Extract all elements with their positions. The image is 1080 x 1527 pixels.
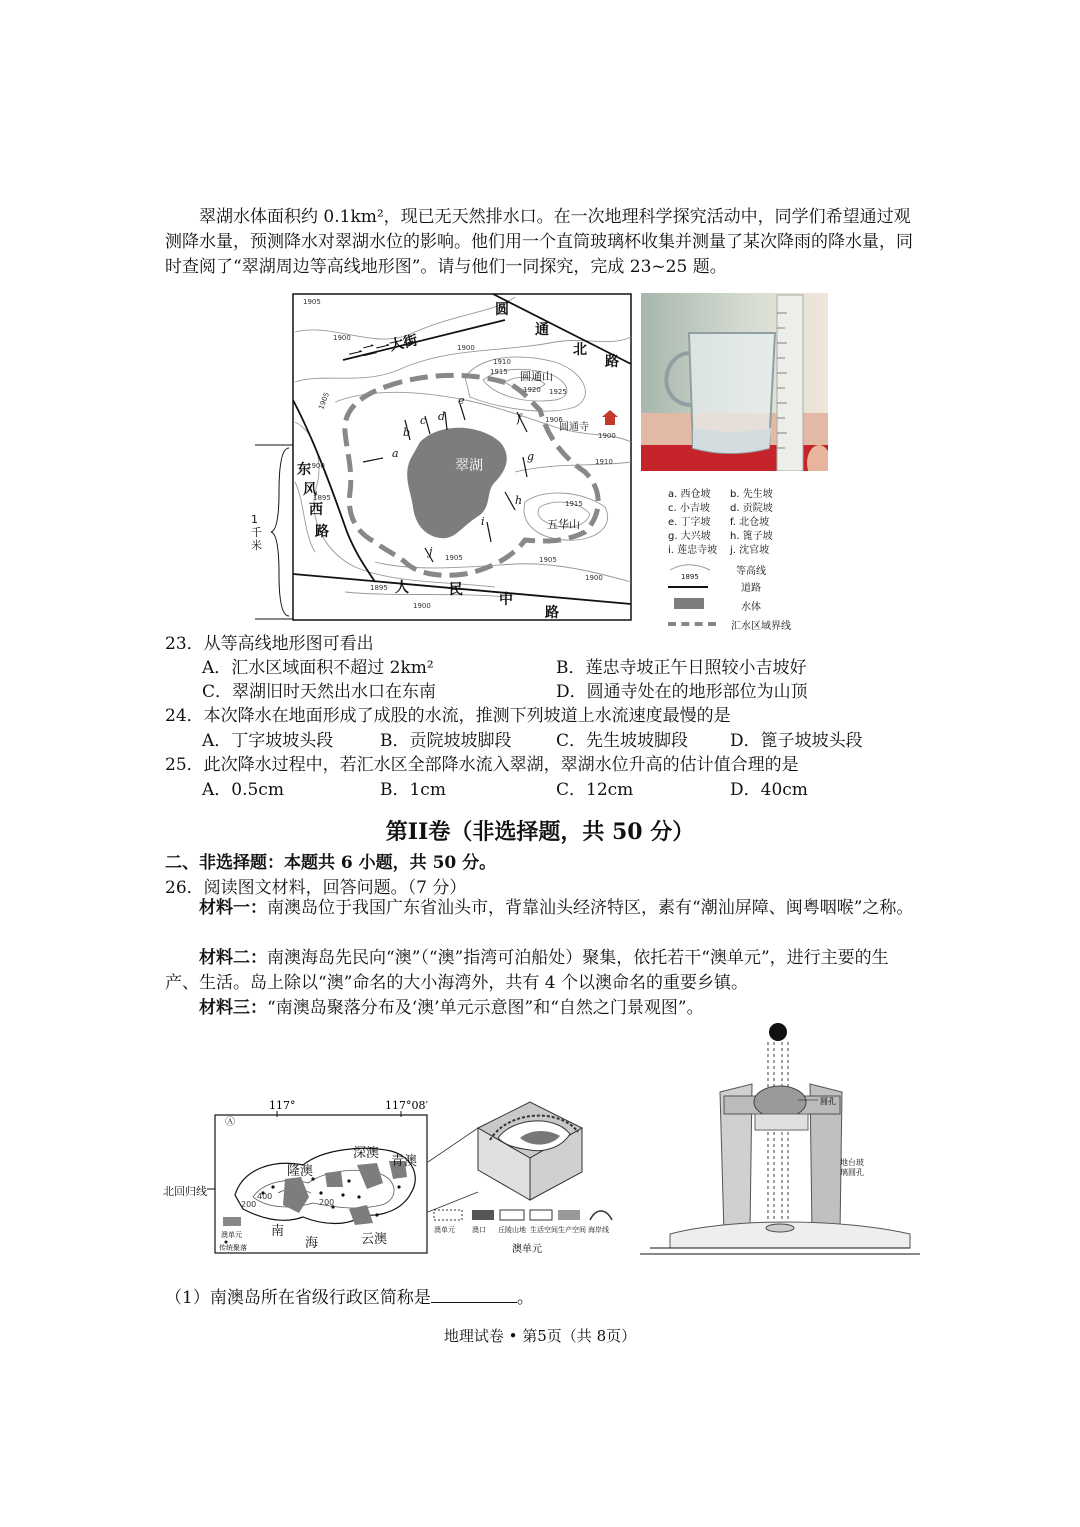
- scale-label: 1千米: [251, 513, 262, 552]
- road-2-char-3: 北: [573, 342, 587, 358]
- contour-label: 1900: [598, 432, 616, 440]
- page-footer: 地理试卷 • 第5页（共 8页）: [443, 1327, 637, 1345]
- material-1-label: 材料一：: [199, 898, 267, 918]
- point-g: g: [527, 450, 535, 463]
- legend-slope: d. 贡院坡: [730, 503, 773, 514]
- contour-label: 1905: [539, 556, 557, 564]
- material-1: [165, 896, 917, 921]
- q26-sub1-end: 。: [516, 1288, 534, 1308]
- material-1-text: 南澳岛位于我国广东省汕头市，背靠汕头经济特区，素有“潮汕屏障、闽粤咽喉”之称。: [267, 898, 914, 918]
- north-arrow-icon: Ⓐ: [225, 1117, 235, 1128]
- road-2-char-2: 通: [535, 322, 549, 338]
- town-shenao: 深澳: [353, 1146, 380, 1161]
- legend-contour: 等高线: [736, 566, 766, 577]
- contour-label: 1900: [333, 334, 351, 342]
- road-3-char-1: 东: [297, 462, 311, 478]
- q25-option-c[interactable]: C．12cm: [556, 780, 634, 800]
- point-i: i: [481, 515, 485, 528]
- q25-option-d[interactable]: D．40cm: [730, 780, 808, 800]
- material-2-label: 材料二：: [199, 948, 267, 968]
- q24-option-c[interactable]: C．先生坡坡脚段: [556, 731, 689, 751]
- road-2-char-4: 路: [605, 354, 619, 370]
- town-longao: 隆澳: [287, 1164, 314, 1179]
- legend-road-line: [668, 586, 708, 588]
- material-2-text: 南澳海岛先民向“澳”（“澳”指湾可泊船处）聚集，依托若干“澳单元”，进行主要的生产、生活。岛上除以“澳”命名的大小海湾外，共有 4 个以澳命名的重要乡镇。: [165, 948, 889, 993]
- material-3-label: 材料三：: [199, 998, 267, 1018]
- point-j: j: [429, 545, 433, 558]
- material-3-text: “南澳岛聚落分布及‘澳’单元示意图”和“自然之门景观图”。: [267, 998, 704, 1018]
- contour-label: 1905: [445, 554, 463, 562]
- longitude-2: 117°08′: [385, 1099, 428, 1112]
- q23-option-a[interactable]: A．汇水区域面积不超过 2km²: [202, 658, 434, 678]
- unit-legend-label: 海岸线: [588, 1226, 609, 1234]
- contour-label: 1915: [565, 500, 583, 508]
- town-yunao: 云澳: [361, 1232, 388, 1247]
- contour-label: 1895: [370, 584, 388, 592]
- contour-map: [255, 292, 635, 624]
- road-3-char-2: 风: [303, 482, 317, 498]
- road-3-char-4: 路: [315, 524, 329, 540]
- road-4-char-2: 民: [449, 582, 463, 598]
- q26-sub1: [165, 1283, 534, 1308]
- contour-label: 200: [241, 1200, 257, 1209]
- contour-label: 1915: [490, 368, 508, 376]
- glass-photo: [641, 293, 828, 471]
- contour-label: 1906: [545, 416, 563, 424]
- temple-icon: [605, 416, 615, 425]
- contour-label: 1905: [303, 298, 321, 306]
- q23-option-c[interactable]: C．翠湖旧时天然出水口在东南: [202, 682, 437, 702]
- legend-unit-label: 澳单元: [221, 1231, 242, 1239]
- gate-label-hole: 圆孔: [820, 1097, 836, 1106]
- unit-legend-label: 澳口: [472, 1226, 486, 1234]
- sea-char-2: 海: [305, 1236, 319, 1251]
- intro-paragraph: 翠湖水体面积约 0.1km²，现已无天然排水口。在一次地理科学探究活动中，同学们希望通过观测降水量，预测降水对翠湖水位的影响。他们用一个直筒玻璃杯收集并测量了某次降雨的降水量，同时查阅了“翠湖周边等高线地形图”。请与他们一同探究，完成 23~25 题。: [165, 207, 913, 277]
- legend-slope: e. 丁字坡: [668, 517, 711, 528]
- point-b: b: [403, 426, 411, 439]
- legend-boundary: 汇水区域界线: [731, 621, 791, 632]
- ao-unit-diagram: [420, 1100, 642, 1260]
- legend-unit-swatch: [223, 1217, 241, 1226]
- unit-caption: 澳单元: [512, 1244, 542, 1255]
- contour-label: 200: [319, 1198, 335, 1207]
- gate-of-nature-diagram: [640, 1022, 920, 1258]
- road-4-char-3: 中: [499, 592, 513, 608]
- contour-label: 1920: [523, 386, 541, 394]
- point-f: f: [517, 412, 522, 425]
- contour-label: 1900: [585, 574, 603, 582]
- legend-slope: a. 西仓坡: [668, 489, 711, 500]
- point-h: h: [515, 494, 523, 507]
- town-qingao: 青澳: [391, 1154, 418, 1169]
- q24-stem: 24．本次降水在地面形成了成股的水流，推测下列坡道上水流速度最慢的是: [165, 706, 731, 726]
- legend-slope: b. 先生坡: [730, 489, 773, 500]
- q26-sub1-text: （1）南澳岛所在省级行政区简称是: [165, 1288, 431, 1308]
- legend-water: 水体: [741, 602, 761, 613]
- legend-slope: g. 大兴坡: [668, 531, 711, 542]
- unit-legend-label: 丘陵山地: [498, 1226, 526, 1234]
- road-2-char-1: 圆: [495, 302, 509, 318]
- road-4-char-4: 路: [545, 605, 559, 621]
- point-d: d: [438, 410, 446, 423]
- legend-water-swatch: [674, 598, 704, 609]
- contour-label: 1925: [549, 388, 567, 396]
- contour-label: 1900: [413, 602, 431, 610]
- road-4-char-1: 人: [395, 580, 409, 596]
- contour-label: 1895: [313, 494, 331, 502]
- legend-settlement-label: 传统聚落: [219, 1244, 247, 1252]
- unit-legend: [434, 1210, 612, 1220]
- legend-contour-sample: [668, 560, 712, 574]
- place-wuhuashan: 五华山: [547, 518, 580, 531]
- road-3-char-3: 西: [309, 502, 323, 518]
- lake-label: 翠湖: [455, 458, 483, 474]
- legend-slope: c. 小吉坡: [668, 503, 710, 514]
- sun-icon: [769, 1023, 787, 1041]
- legend-road: 道路: [741, 583, 761, 594]
- material-3: [165, 996, 917, 1021]
- legend-contour-value: 1895: [681, 573, 699, 581]
- sea-char-1: 南: [271, 1224, 285, 1239]
- answer-blank[interactable]: [431, 1286, 517, 1303]
- contour-label: 400: [257, 1192, 273, 1201]
- legend-slope: j. 沈官坡: [730, 545, 770, 556]
- gate-label-floor: 地台玻璃圆孔: [840, 1158, 864, 1177]
- contour-label: 1900: [307, 462, 325, 470]
- point-e: e: [458, 394, 465, 407]
- q25-option-b[interactable]: B．1cm: [380, 780, 446, 800]
- place-yuantongsi: 圆通寺: [559, 422, 589, 433]
- legend-slope: f. 北仓坡: [730, 517, 770, 528]
- nanao-map: [163, 1097, 431, 1257]
- q25-stem: 25．此次降水过程中，若汇水区全部降水流入翠湖，翠湖水位升高的估计值合理的是: [165, 755, 799, 775]
- tropic-label: 北回归线: [163, 1185, 207, 1198]
- legend-boundary-line: [668, 622, 716, 626]
- contour-label: 1900: [457, 344, 475, 352]
- road-label-1: 一二一大街: [347, 332, 420, 364]
- q24-option-d[interactable]: D．篦子坡坡头段: [730, 731, 863, 751]
- material-2: [165, 946, 917, 996]
- q26-stem: 26．阅读图文材料，回答问题。（7 分）: [165, 878, 467, 898]
- longitude-1: 117°: [269, 1099, 296, 1112]
- contour-label: 1910: [493, 358, 511, 366]
- unit-legend-label: 澳单元: [434, 1226, 455, 1234]
- point-a: a: [392, 447, 399, 460]
- q23-option-b[interactable]: B．莲忠寺坡正午日照较小吉坡好: [556, 658, 807, 678]
- contour-label: 1910: [595, 458, 613, 466]
- contour-label: 1905: [317, 391, 331, 411]
- unit-legend-label: 生产空间: [558, 1226, 586, 1234]
- q23-stem: 23．从等高线地形图可看出: [165, 634, 374, 654]
- legend-slope: i. 莲忠寺坡: [668, 545, 718, 556]
- unit-legend-label: 生活空间: [530, 1226, 558, 1234]
- section-title: 第II卷（非选择题，共 50 分）: [385, 819, 695, 845]
- place-yuantongshan: 圆通山: [520, 370, 553, 383]
- q23-option-d[interactable]: D．圆通寺处在的地形部位为山顶: [556, 682, 808, 702]
- q24-option-b[interactable]: B．贡院坡坡脚段: [380, 731, 512, 751]
- legend-slope: h. 篦子坡: [730, 531, 773, 542]
- q24-option-a[interactable]: A．丁字坡坡头段: [202, 731, 334, 751]
- section-subtitle: 二、非选择题：本题共 6 小题，共 50 分。: [165, 853, 497, 873]
- q25-option-a[interactable]: A．0.5cm: [202, 780, 284, 800]
- point-c: c: [420, 414, 427, 427]
